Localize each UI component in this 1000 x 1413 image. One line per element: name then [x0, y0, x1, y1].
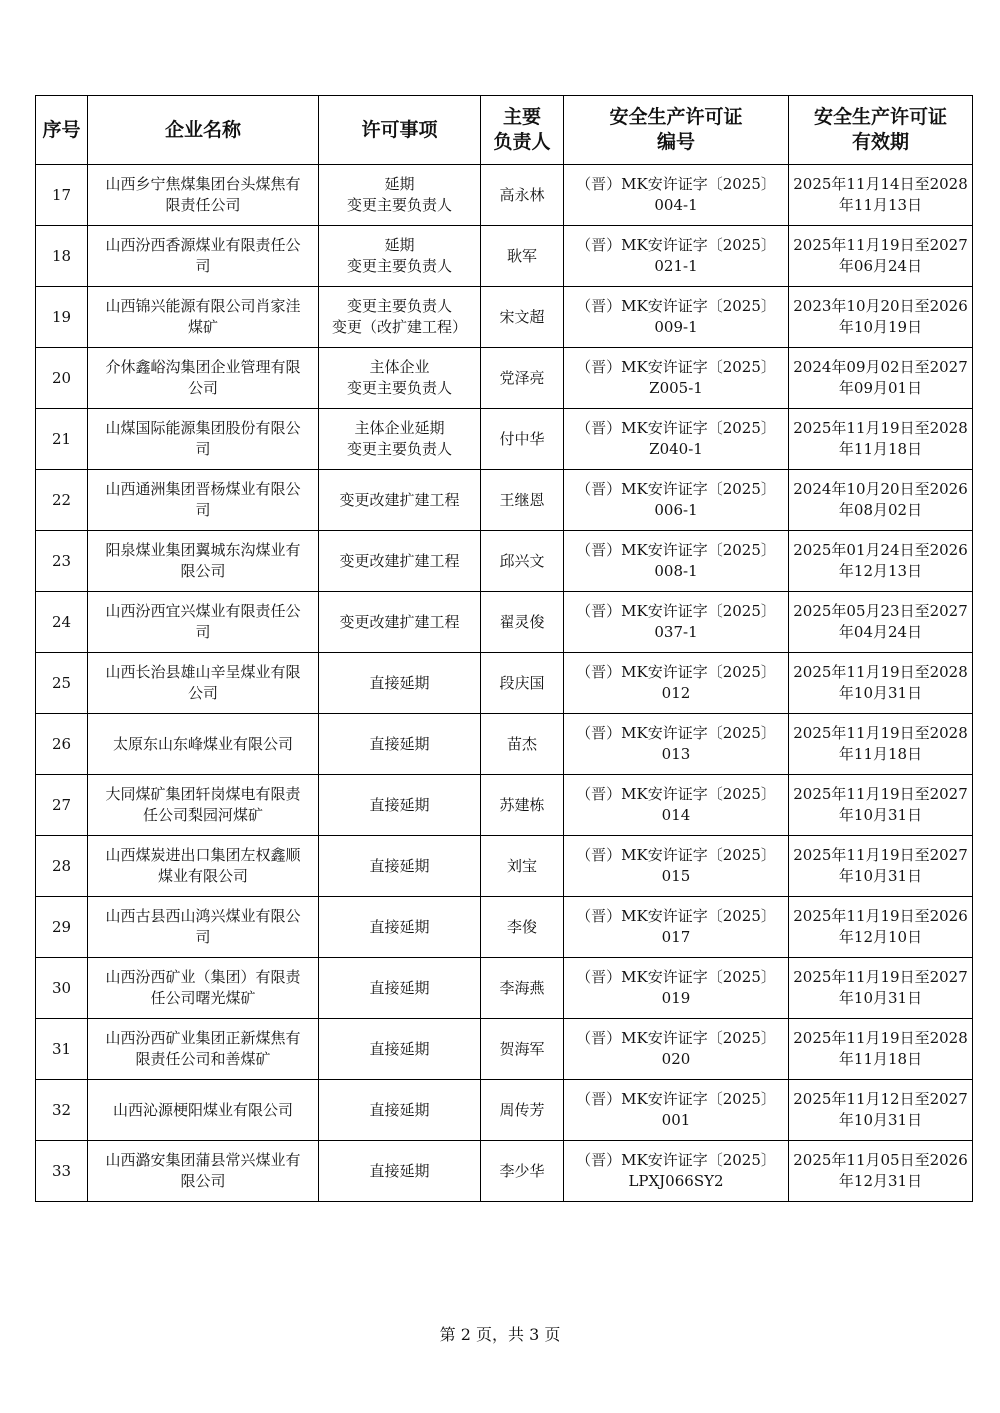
cell-cert-number-text: （晋）MK安许证字〔2025〕 013	[576, 724, 776, 763]
cell-serial	[36, 287, 88, 348]
cell-serial	[36, 714, 88, 775]
cell-serial	[36, 165, 88, 226]
cell-principal-text: 李少华	[499, 1161, 545, 1180]
cell-principal-text: 付中华	[499, 429, 545, 448]
cell-validity-text: 2025年11月12日至2027 年10月31日	[793, 1090, 968, 1129]
cell-company	[88, 226, 319, 287]
header-cert-number: 安全生产许可证 编号	[564, 96, 789, 165]
cell-company-text: 山西长治县雄山辛呈煤业有限 公司	[105, 663, 301, 702]
cell-company-text: 山西汾西矿业集团正新煤焦有 限责任公司和善煤矿	[105, 1029, 301, 1068]
table-row	[36, 958, 973, 1019]
cell-serial	[36, 348, 88, 409]
header-principal: 主要 负责人	[481, 96, 564, 165]
page-number: 第 2 页，共 3 页	[439, 1325, 561, 1344]
cell-company-text: 山西锦兴能源有限公司肖家洼 煤矿	[105, 297, 301, 336]
cell-principal	[481, 1019, 564, 1080]
cell-principal-text: 高永林	[499, 185, 545, 204]
cell-validity	[789, 958, 973, 1019]
cell-validity	[789, 226, 973, 287]
cell-company	[88, 592, 319, 653]
cell-company-text: 山西潞安集团蒲县常兴煤业有 限公司	[105, 1151, 301, 1190]
cell-cert-number-text: （晋）MK安许证字〔2025〕 021-1	[576, 236, 776, 275]
cell-cert-number-text: （晋）MK安许证字〔2025〕 015	[576, 846, 776, 885]
cell-validity-text: 2025年11月05日至2026 年12月31日	[793, 1151, 968, 1190]
cell-permit-item	[319, 165, 481, 226]
cell-validity	[789, 348, 973, 409]
cell-validity	[789, 897, 973, 958]
cell-permit-item	[319, 897, 481, 958]
cell-principal	[481, 958, 564, 1019]
cell-principal	[481, 1141, 564, 1202]
cell-principal	[481, 531, 564, 592]
cell-company-text: 介休鑫峪沟集团企业管理有限 公司	[105, 358, 301, 397]
cell-permit-item	[319, 409, 481, 470]
cell-company	[88, 348, 319, 409]
cell-principal-text: 李俊	[506, 917, 537, 936]
cell-permit-item	[319, 653, 481, 714]
cell-company-text: 山煤国际能源集团股份有限公 司	[105, 419, 301, 458]
cell-validity	[789, 470, 973, 531]
cell-serial	[36, 470, 88, 531]
cell-cert-number-text: （晋）MK安许证字〔2025〕 017	[576, 907, 776, 946]
table-row	[36, 287, 973, 348]
cell-principal-text: 李海燕	[499, 978, 545, 997]
cell-cert-number	[564, 226, 789, 287]
table-header-row	[36, 96, 973, 165]
cell-permit-item-text: 直接延期	[369, 856, 430, 875]
table-row	[36, 714, 973, 775]
cell-cert-number	[564, 836, 789, 897]
cell-serial-text: 28	[51, 856, 72, 875]
cell-permit-item	[319, 470, 481, 531]
cell-validity-text: 2025年11月19日至2028 年10月31日	[793, 663, 968, 702]
cell-permit-item-text: 延期 变更主要负责人	[346, 236, 452, 275]
cell-cert-number-text: （晋）MK安许证字〔2025〕 001	[576, 1090, 776, 1129]
cell-principal-text: 贺海军	[499, 1039, 545, 1058]
cell-cert-number	[564, 348, 789, 409]
table-row	[36, 165, 973, 226]
cell-permit-item-text: 延期 变更主要负责人	[346, 175, 452, 214]
cell-permit-item-text: 变更改建扩建工程	[339, 612, 460, 631]
cell-principal-text: 邱兴文	[499, 551, 545, 570]
cell-validity-text: 2025年11月19日至2026 年12月10日	[793, 907, 968, 946]
header-validity: 安全生产许可证 有效期	[789, 96, 973, 165]
cell-company	[88, 1019, 319, 1080]
cell-cert-number-text: （晋）MK安许证字〔2025〕 009-1	[576, 297, 776, 336]
cell-cert-number-text: （晋）MK安许证字〔2025〕 037-1	[576, 602, 776, 641]
cell-validity-text: 2025年11月19日至2027 年06月24日	[793, 236, 968, 275]
cell-serial	[36, 775, 88, 836]
cell-cert-number	[564, 958, 789, 1019]
cell-validity	[789, 531, 973, 592]
cell-validity	[789, 1141, 973, 1202]
cell-company	[88, 165, 319, 226]
cell-company-text: 山西煤炭进出口集团左权鑫顺 煤业有限公司	[105, 846, 301, 885]
cell-cert-number-text: （晋）MK安许证字〔2025〕 004-1	[576, 175, 776, 214]
cell-company-text: 山西汾西香源煤业有限责任公 司	[105, 236, 301, 275]
cell-company	[88, 775, 319, 836]
cell-permit-item-text: 直接延期	[369, 795, 430, 814]
cell-company-text: 山西古县西山鸿兴煤业有限公 司	[105, 907, 301, 946]
cell-permit-item	[319, 1141, 481, 1202]
cell-validity	[789, 592, 973, 653]
cell-cert-number-text: （晋）MK安许证字〔2025〕 LPXJ066SY2	[576, 1151, 776, 1190]
cell-principal	[481, 836, 564, 897]
cell-company	[88, 897, 319, 958]
cell-company	[88, 287, 319, 348]
cell-permit-item-text: 直接延期	[369, 1100, 430, 1119]
cell-serial-text: 21	[51, 429, 72, 448]
cell-permit-item-text: 直接延期	[369, 917, 430, 936]
cell-company	[88, 1080, 319, 1141]
cell-cert-number	[564, 470, 789, 531]
cell-company	[88, 1141, 319, 1202]
cell-permit-item	[319, 836, 481, 897]
cell-permit-item	[319, 592, 481, 653]
table-row	[36, 226, 973, 287]
cell-company-text: 山西汾西宜兴煤业有限责任公 司	[105, 602, 301, 641]
cell-serial-text: 29	[51, 917, 72, 936]
cell-company-text: 山西汾西矿业（集团）有限责 任公司曙光煤矿	[105, 968, 301, 1007]
cell-validity-text: 2023年10月20日至2026 年10月19日	[793, 297, 968, 336]
cell-serial	[36, 409, 88, 470]
cell-principal	[481, 409, 564, 470]
cell-principal-text: 苏建栋	[499, 795, 545, 814]
cell-serial	[36, 958, 88, 1019]
cell-permit-item	[319, 958, 481, 1019]
cell-principal-text: 宋文超	[499, 307, 545, 326]
cell-serial	[36, 226, 88, 287]
cell-validity-text: 2024年10月20日至2026 年08月02日	[793, 480, 968, 519]
cell-serial-text: 24	[51, 612, 72, 631]
header-permit-item: 许可事项	[319, 96, 481, 165]
cell-serial-text: 26	[51, 734, 72, 753]
cell-validity-text: 2025年01月24日至2026 年12月13日	[793, 541, 968, 580]
cell-validity	[789, 714, 973, 775]
cell-cert-number-text: （晋）MK安许证字〔2025〕 012	[576, 663, 776, 702]
cell-cert-number	[564, 1019, 789, 1080]
cell-principal-text: 苗杰	[506, 734, 537, 753]
cell-cert-number	[564, 165, 789, 226]
cell-permit-item	[319, 531, 481, 592]
cell-company	[88, 409, 319, 470]
cell-principal	[481, 714, 564, 775]
cell-permit-item-text: 直接延期	[369, 1161, 430, 1180]
cell-validity-text: 2025年11月19日至2027 年10月31日	[793, 968, 968, 1007]
cell-principal	[481, 653, 564, 714]
cell-serial-text: 27	[51, 795, 72, 814]
cell-serial	[36, 592, 88, 653]
cell-principal-text: 党泽亮	[499, 368, 545, 387]
cell-permit-item-text: 变更改建扩建工程	[339, 551, 460, 570]
cell-permit-item	[319, 775, 481, 836]
cell-validity-text: 2025年11月19日至2028 年11月18日	[793, 724, 968, 763]
table-row	[36, 531, 973, 592]
cell-validity	[789, 775, 973, 836]
cell-company	[88, 714, 319, 775]
cell-cert-number	[564, 897, 789, 958]
table-body	[36, 165, 973, 1202]
cell-principal	[481, 592, 564, 653]
table-row	[36, 409, 973, 470]
table-row	[36, 470, 973, 531]
cell-validity-text: 2025年11月19日至2028 年11月18日	[793, 419, 968, 458]
cell-principal	[481, 470, 564, 531]
cell-company	[88, 653, 319, 714]
cell-company-text: 山西通洲集团晋杨煤业有限公 司	[105, 480, 301, 519]
cell-validity-text: 2025年11月19日至2027 年10月31日	[793, 785, 968, 824]
table-row	[36, 653, 973, 714]
cell-company-text: 阳泉煤业集团翼城东沟煤业有 限公司	[105, 541, 301, 580]
cell-company-text: 山西乡宁焦煤集团台头煤焦有 限责任公司	[105, 175, 301, 214]
permit-table	[35, 95, 973, 1202]
cell-principal	[481, 226, 564, 287]
table-row	[36, 775, 973, 836]
cell-cert-number	[564, 775, 789, 836]
cell-serial	[36, 1141, 88, 1202]
cell-validity	[789, 1080, 973, 1141]
cell-permit-item-text: 变更改建扩建工程	[339, 490, 460, 509]
cell-permit-item-text: 直接延期	[369, 1039, 430, 1058]
cell-serial	[36, 836, 88, 897]
cell-serial-text: 20	[51, 368, 72, 387]
cell-cert-number-text: （晋）MK安许证字〔2025〕 014	[576, 785, 776, 824]
cell-permit-item	[319, 348, 481, 409]
cell-serial-text: 23	[51, 551, 72, 570]
cell-principal-text: 段庆国	[499, 673, 545, 692]
cell-principal-text: 王继恩	[499, 490, 545, 509]
cell-permit-item	[319, 1080, 481, 1141]
cell-validity-text: 2025年11月14日至2028 年11月13日	[793, 175, 968, 214]
cell-principal	[481, 1080, 564, 1141]
cell-serial	[36, 531, 88, 592]
cell-permit-item-text: 直接延期	[369, 673, 430, 692]
cell-permit-item-text: 直接延期	[369, 978, 430, 997]
cell-company	[88, 958, 319, 1019]
cell-cert-number	[564, 592, 789, 653]
cell-cert-number-text: （晋）MK安许证字〔2025〕 008-1	[576, 541, 776, 580]
cell-cert-number-text: （晋）MK安许证字〔2025〕 019	[576, 968, 776, 1007]
cell-cert-number	[564, 1141, 789, 1202]
cell-principal-text: 刘宝	[506, 856, 537, 875]
table-row	[36, 592, 973, 653]
cell-principal-text: 周传芳	[499, 1100, 545, 1119]
cell-company	[88, 531, 319, 592]
header-company: 企业名称	[88, 96, 319, 165]
cell-principal	[481, 348, 564, 409]
cell-principal	[481, 775, 564, 836]
cell-permit-item-text: 主体企业延期 变更主要负责人	[346, 419, 452, 458]
cell-company	[88, 470, 319, 531]
cell-serial	[36, 1019, 88, 1080]
cell-cert-number-text: （晋）MK安许证字〔2025〕 020	[576, 1029, 776, 1068]
cell-cert-number	[564, 714, 789, 775]
cell-cert-number	[564, 409, 789, 470]
cell-principal	[481, 287, 564, 348]
cell-company	[88, 836, 319, 897]
cell-validity-text: 2025年11月19日至2028 年11月18日	[793, 1029, 968, 1068]
table-row	[36, 1019, 973, 1080]
cell-cert-number-text: （晋）MK安许证字〔2025〕 006-1	[576, 480, 776, 519]
cell-serial-text: 19	[51, 307, 72, 326]
table-row	[36, 348, 973, 409]
cell-permit-item	[319, 1019, 481, 1080]
cell-permit-item	[319, 714, 481, 775]
cell-serial	[36, 653, 88, 714]
cell-permit-item	[319, 226, 481, 287]
cell-cert-number-text: （晋）MK安许证字〔2025〕 Z040-1	[576, 419, 776, 458]
cell-validity	[789, 653, 973, 714]
cell-cert-number	[564, 653, 789, 714]
cell-serial-text: 30	[51, 978, 72, 997]
table-row	[36, 836, 973, 897]
cell-serial-text: 32	[51, 1100, 72, 1119]
cell-serial-text: 33	[51, 1161, 72, 1180]
cell-cert-number	[564, 287, 789, 348]
cell-serial-text: 25	[51, 673, 72, 692]
cell-principal-text: 翟灵俊	[499, 612, 545, 631]
cell-permit-item-text: 主体企业 变更主要负责人	[346, 358, 452, 397]
cell-validity	[789, 409, 973, 470]
cell-principal	[481, 897, 564, 958]
cell-cert-number	[564, 1080, 789, 1141]
cell-validity-text: 2025年05月23日至2027 年04月24日	[793, 602, 968, 641]
cell-permit-item-text: 直接延期	[369, 734, 430, 753]
cell-cert-number	[564, 531, 789, 592]
cell-serial-text: 18	[51, 246, 72, 265]
table-row	[36, 897, 973, 958]
cell-serial-text: 31	[51, 1039, 72, 1058]
cell-serial-text: 22	[51, 490, 72, 509]
cell-permit-item	[319, 287, 481, 348]
cell-serial-text: 17	[51, 185, 72, 204]
cell-principal	[481, 165, 564, 226]
cell-validity-text: 2025年11月19日至2027 年10月31日	[793, 846, 968, 885]
cell-principal-text: 耿军	[506, 246, 537, 265]
header-serial: 序号	[36, 96, 88, 165]
table-row	[36, 1080, 973, 1141]
cell-validity	[789, 1019, 973, 1080]
cell-company-text: 大同煤矿集团轩岗煤电有限责 任公司梨园河煤矿	[105, 785, 301, 824]
cell-validity	[789, 165, 973, 226]
cell-company-text: 太原东山东峰煤业有限公司	[112, 734, 293, 753]
cell-cert-number-text: （晋）MK安许证字〔2025〕 Z005-1	[576, 358, 776, 397]
cell-permit-item-text: 变更主要负责人 变更（改扩建工程）	[331, 297, 467, 336]
cell-validity	[789, 287, 973, 348]
table-row	[36, 1141, 973, 1202]
cell-validity	[789, 836, 973, 897]
cell-company-text: 山西沁源梗阳煤业有限公司	[112, 1100, 293, 1119]
cell-serial	[36, 1080, 88, 1141]
cell-serial	[36, 897, 88, 958]
cell-validity-text: 2024年09月02日至2027 年09月01日	[793, 358, 968, 397]
